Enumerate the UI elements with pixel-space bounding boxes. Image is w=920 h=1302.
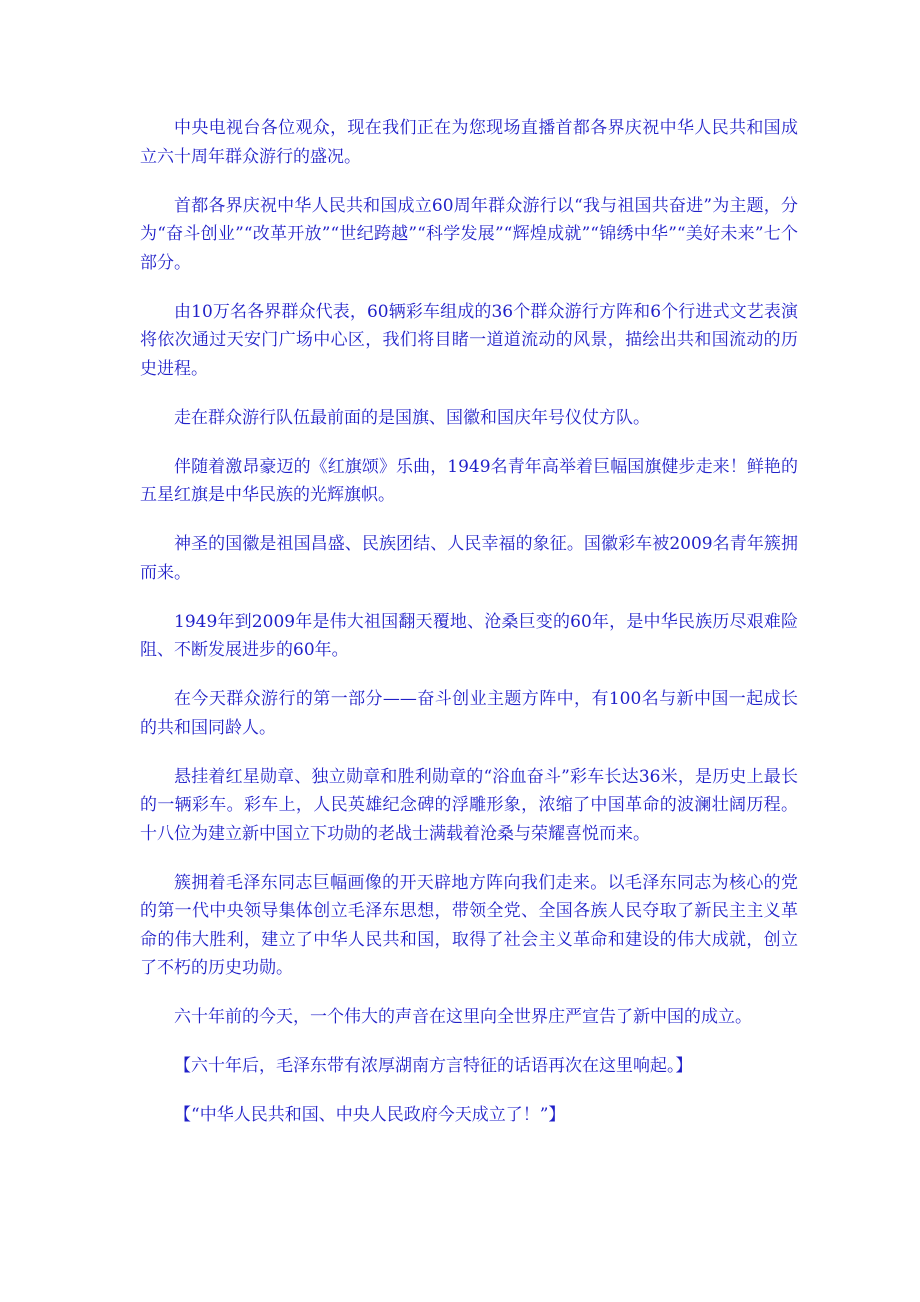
paragraph: 神圣的国徽是祖国昌盛、民族团结、人民幸福的象征。国徽彩车被2009名青年簇拥而来。: [140, 534, 798, 583]
paragraph: 走在群众游行队伍最前面的是国旗、国徽和国庆年号仪仗方队。: [174, 407, 650, 428]
paragraph: 伴随着激昂豪迈的《红旗颂》乐曲，1949名青年高举着巨幅国旗健步走来！鲜艳的五星红旗是中华民族的光辉旗帜。: [140, 456, 798, 505]
paragraph: 六十年前的今天，一个伟大的声音在这里向全世界庄严宣告了新中国的成立。: [174, 1007, 752, 1027]
paragraph: 中央电视台各位观众，现在我们正在为您现场直播首都各界庆祝中华人民共和国成立六十周年群众游行的盛况。: [140, 118, 798, 167]
paragraph: 在今天群众游行的第一部分——奋斗创业主题方阵中，有100名与新中国一起成长的共和国同龄人。: [140, 689, 798, 738]
paragraph: 簇拥着毛泽东同志巨幅画像的开天辟地方阵向我们走来。以毛泽东同志为核心的党的第一代中央领导集体创立毛泽东思想，带领全党、全国各族人民夺取了新民主主义革命的伟大胜利，建立了中华人民共和国，取得了社会主义革命和建设的伟大成就，创立了不朽的历史功勋。: [140, 872, 798, 978]
paragraph: 【“中华人民共和国、中央人民政府今天成立了！”】: [174, 1105, 566, 1125]
paragraph: 由10万名各界群众代表，60辆彩车组成的36个群众游行方阵和6个行进式文艺表演将依次通过天安门广场中心区，我们将目睹一道道流动的风景，描绘出共和国流动的历史进程。: [140, 301, 798, 379]
document-body: [140, 114, 798, 1150]
paragraph: 1949年到2009年是伟大祖国翻天覆地、沧桑巨变的60年，是中华民族历尽艰难险阻、不断发展进步的60年。: [140, 611, 798, 660]
paragraph: 首都各界庆祝中华人民共和国成立60周年群众游行以“我与祖国共奋进”为主题，分为“奋斗创业”“改革开放”“世纪跨越”“科学发展”“辉煌成就”“锦绣中华”“美好未来”七个部分。: [140, 195, 798, 273]
paragraph: 【六十年后，毛泽东带有浓厚湖南方言特征的话语再次在这里响起。】: [174, 1056, 693, 1076]
paragraph: 悬挂着红星勋章、独立勋章和胜利勋章的“浴血奋斗”彩车长达36米，是历史上最长的一辆彩车。彩车上，人民英雄纪念碑的浮雕形象，浓缩了中国革命的波澜壮阔历程。十八位为建立新中国立下功勋的老战士满载着沧桑与荣耀喜悦而来。: [140, 766, 798, 844]
